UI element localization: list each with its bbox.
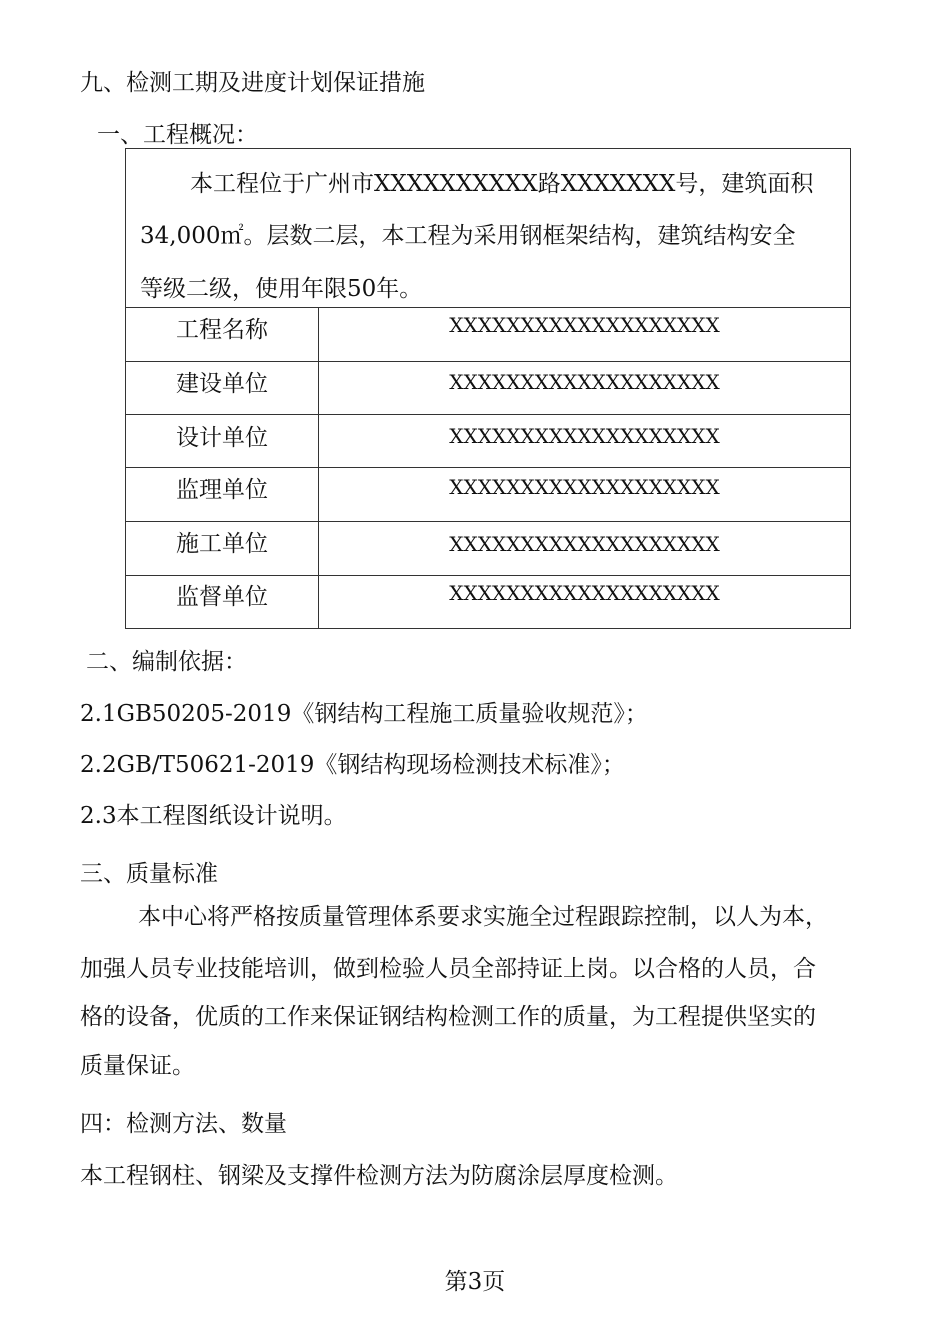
row-value-supervisor: XXXXXXXXXXXXXXXXXXX (449, 475, 720, 499)
basis-item-3: 2.3本工程图纸设计说明。 (80, 803, 347, 829)
table-divider (126, 307, 850, 308)
quality-line-1: 本中心将严格按质量管理体系要求实施全过程跟踪控制，以人为本， (138, 904, 828, 930)
row-value-designer: XXXXXXXXXXXXXXXXXXX (449, 424, 720, 448)
quality-line-4: 质量保证。 (80, 1053, 195, 1079)
overview-line-3: 等级二级，使用年限50年。 (140, 276, 423, 302)
row-label-project-name: 工程名称 (176, 317, 268, 343)
row-label-owner: 建设单位 (176, 371, 268, 397)
table-divider (126, 575, 850, 576)
section-2-title: 二、编制依据： (86, 649, 247, 675)
row-value-contractor: XXXXXXXXXXXXXXXXXXX (449, 532, 720, 556)
section-3-title: 三、质量标准 (80, 861, 218, 887)
row-value-owner: XXXXXXXXXXXXXXXXXXX (449, 370, 720, 394)
section-4-title: 四：检测方法、数量 (80, 1111, 287, 1137)
overview-line-2: 34,000㎡。层数二层，本工程为采用钢框架结构，建筑结构安全 (140, 223, 796, 249)
main-heading: 九、检测工期及进度计划保证措施 (80, 70, 425, 96)
overview-line-1: 本工程位于广州市XXXXXXXXXX路XXXXXXX号，建筑面积 (190, 171, 814, 197)
row-label-inspector: 监督单位 (176, 584, 268, 610)
quality-line-2: 加强人员专业技能培训，做到检验人员全部持证上岗。以合格的人员，合 (80, 956, 816, 982)
section-1-title: 一、工程概况： (97, 122, 258, 148)
project-info-box (125, 148, 851, 629)
table-divider (126, 467, 850, 468)
basis-item-2: 2.2GB/T50621-2019《钢结构现场检测技术标准》； (80, 752, 625, 778)
page-number: 第3页 (444, 1269, 506, 1295)
method-text: 本工程钢柱、钢梁及支撑件检测方法为防腐涂层厚度检测。 (80, 1163, 678, 1189)
row-value-inspector: XXXXXXXXXXXXXXXXXXX (449, 581, 720, 605)
table-divider (126, 521, 850, 522)
row-label-contractor: 施工单位 (176, 531, 268, 557)
table-divider (126, 414, 850, 415)
quality-line-3: 格的设备，优质的工作来保证钢结构检测工作的质量，为工程提供坚实的 (80, 1004, 816, 1030)
table-divider (126, 361, 850, 362)
row-label-designer: 设计单位 (176, 425, 268, 451)
basis-item-1: 2.1GB50205-2019《钢结构工程施工质量验收规范》； (80, 701, 648, 727)
row-label-supervisor: 监理单位 (176, 477, 268, 503)
row-value-project-name: XXXXXXXXXXXXXXXXXXX (449, 313, 720, 337)
